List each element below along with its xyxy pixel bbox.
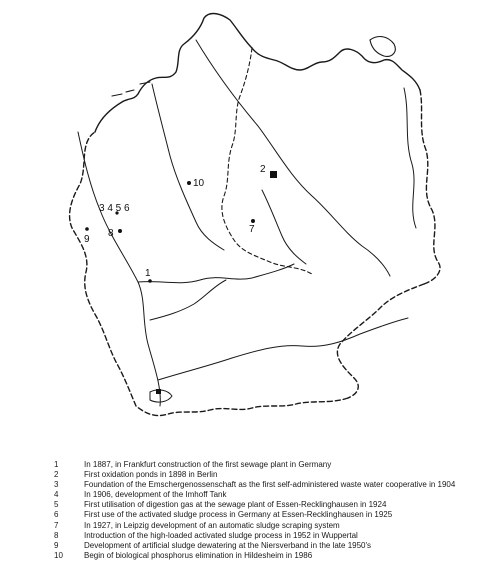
legend-text: First use of the activated sludge process in Germany at Essen-Recklinghausen in 1925 bbox=[84, 510, 393, 520]
danube-river bbox=[158, 318, 408, 380]
southeast-border bbox=[337, 284, 424, 398]
legend-number: 9 bbox=[54, 540, 59, 550]
legend bbox=[54, 460, 494, 561]
marker-9-label: 9 bbox=[84, 234, 90, 245]
marker-3-4-5-6 bbox=[99, 203, 130, 215]
inner-german-border bbox=[222, 48, 312, 274]
western-border bbox=[70, 132, 136, 406]
legend-text: First oxidation ponds in 1898 in Berlin bbox=[84, 470, 218, 480]
legend-text: In 1927, in Leipzig development of an automatic sludge scraping system bbox=[84, 520, 340, 530]
baltic-coast bbox=[252, 48, 420, 90]
legend-item-1 bbox=[54, 460, 494, 470]
marker-3-4-5-6-label: 3 4 5 6 bbox=[99, 203, 130, 214]
legend-text: Begin of biological phosphorus elimination in Hildesheim in 1986 bbox=[84, 550, 313, 560]
marker-1-label: 1 bbox=[145, 268, 151, 279]
main-river bbox=[138, 264, 294, 283]
legend-text: In 1887, in Frankfurt construction of the first sewage plant in Germany bbox=[84, 460, 332, 469]
legend-item-6 bbox=[54, 510, 494, 520]
legend-item-4 bbox=[54, 490, 494, 500]
legend-item-5 bbox=[54, 500, 494, 510]
south-square-marker bbox=[156, 389, 161, 394]
legend-item-8 bbox=[54, 531, 494, 541]
legend-text: First utilisation of digestion gas at the sewage plant of Essen-Recklinghausen in 1924 bbox=[84, 500, 387, 510]
marker-8-label: 8 bbox=[108, 228, 114, 239]
legend-number: 7 bbox=[54, 520, 59, 530]
legend-item-10 bbox=[54, 551, 494, 561]
legend-number: 3 bbox=[54, 480, 59, 490]
elbe-river bbox=[196, 40, 390, 276]
legend-number: 6 bbox=[54, 510, 59, 520]
north-sea-coast bbox=[95, 14, 252, 132]
ruegen-island bbox=[370, 37, 395, 57]
legend-text: Introduction of the high-loaded activated sludge process in 1952 in Wuppertal bbox=[84, 530, 358, 540]
legend-text: Foundation of the Emschergenossenschaft as the first self-administered waste water cooperative in 1904 bbox=[84, 480, 456, 490]
marker-2-label: 2 bbox=[260, 164, 266, 175]
legend-item-7 bbox=[54, 521, 494, 531]
marker-7 bbox=[249, 219, 255, 235]
weser-river bbox=[152, 84, 224, 250]
legend-item-9 bbox=[54, 541, 494, 551]
marker-10-label: 10 bbox=[193, 178, 205, 189]
marker-1 bbox=[145, 268, 152, 283]
legend-text: In 1906, development of the Imhoff Tank bbox=[84, 490, 227, 500]
legend-item-2 bbox=[54, 470, 494, 480]
marker-2 bbox=[260, 164, 277, 178]
marker-10 bbox=[187, 178, 205, 189]
legend-text: Development of artificial sludge dewatering at the Niersverband in the late 1950's bbox=[84, 540, 372, 550]
marker-9 bbox=[84, 227, 90, 245]
marker-8 bbox=[108, 228, 122, 239]
eastern-border bbox=[420, 90, 440, 284]
legend-number: 10 bbox=[54, 550, 63, 560]
legend-number: 8 bbox=[54, 530, 59, 540]
neckar-river bbox=[150, 280, 226, 320]
southern-border bbox=[136, 398, 348, 416]
saale-river bbox=[262, 190, 306, 264]
oder-river bbox=[404, 88, 416, 228]
legend-number: 1 bbox=[54, 460, 59, 469]
legend-number: 4 bbox=[54, 490, 59, 500]
legend-item-3 bbox=[54, 480, 494, 490]
legend-number: 5 bbox=[54, 500, 59, 510]
legend-number: 2 bbox=[54, 470, 59, 480]
marker-7-label: 7 bbox=[249, 224, 255, 235]
